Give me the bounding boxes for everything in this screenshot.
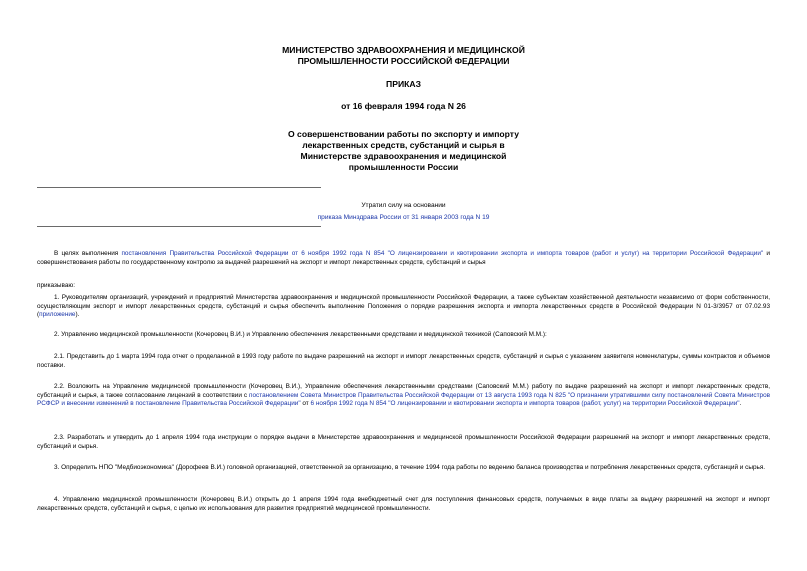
status-line: Утратил силу на основании: [361, 202, 446, 209]
p22-text-1: 2.2. Возложить на Управление медицинской промышленности (Кочеровец В.И.), Управление обеспечения лекарственными средствами (Саповский М.М.) работу по выдаче разрешений на экспорт и импорт лекарственных средств, субстанций и сырья, а также согласование лицензий в соответствии с: [37, 383, 770, 399]
title-line-2: лекарственных средств, субстанций и сырья в: [302, 140, 505, 150]
paragraph-2-3: 2.3. Разработать и утвердить до 1 апреля 1994 года инструкции о порядке выдачи в Министерстве здравоохранения и медицинской промышленности Российской Федерации разрешений на экспорт и импорт лекарственных средств, субстанций и сырья.: [37, 434, 770, 450]
status-note: [0, 201, 807, 222]
paragraph-2-2: [37, 383, 770, 409]
title-line-4: промышленности России: [348, 162, 459, 172]
order-word: приказываю:: [37, 282, 75, 289]
title-line-3: Министерстве здравоохранения и медицинской: [300, 151, 507, 161]
p22-link-2[interactable]: 6 ноября 1992 года N 854 "О лицензировании и квотировании экспорта и импорта товаров (работ, услуг) на территории Российской Федерации": [310, 400, 740, 408]
status-link[interactable]: приказа Минздрава России от 31 января 2003 года N 19: [317, 214, 490, 221]
ministry-name: [0, 45, 807, 67]
intro-paragraph: [37, 250, 770, 267]
paragraph-1: [37, 294, 770, 320]
intro-link[interactable]: постановления Правительства Российской Федерации от 6 ноября 1992 года N 854 "О лицензировании и квотировании экспорта и импорта товаров (работ и услуг) на территории Российской Федерации": [121, 250, 764, 257]
paragraph-3: 3. Определить НПО "Медбиоэкономика" (Дорофеев В.И.) головной организацией, ответственной за организацию, в течение 1994 года работы по ведению баланса производства и потребления лекарственных средств, субстанций и сырья.: [54, 464, 766, 471]
document-title: [0, 129, 807, 173]
document-type: ПРИКАЗ: [386, 79, 421, 89]
p22-text-2: от: [300, 400, 311, 408]
ministry-line-2: ПРОМЫШЛЕННОСТИ РОССИЙСКОЙ ФЕДЕРАЦИИ: [297, 56, 510, 66]
intro-text-1: В целях выполнения: [54, 250, 122, 257]
divider-bottom: [37, 226, 321, 227]
intro-text-2: и совершенствования работы по государственному контролю за выдачей разрешений на экспорт и импорт лекарственных средств, субстанций и сырья: [37, 250, 770, 266]
p1-text-1: 1. Руководителям организаций, учреждений и предприятий Министерства здравоохранения и медицинской промышленности Российской Федерации, а также субъектам хозяйственной деятельности независимо от форм собственности, осуществляющим экспорт и импорт лекарственных средств, субстанций и сырья обеспечить выполнение Положения о порядке разрешения экспорта и импорта лекарственных средств в Российской Федерации N 01-3/3957 от 07.02.93 (: [37, 294, 770, 319]
p1-text-2: ).: [75, 311, 80, 319]
p22-text-3: .: [739, 400, 742, 408]
document-date: от 16 февраля 1994 года N 26: [341, 101, 466, 111]
paragraph-4: 4. Управлению медицинской промышленности (Кочеровец В.И.) открыть до 1 апреля 1994 года внебюджетный счет для поступления финансовых средств, получаемых в виде платы за выдачу разрешений на экспорт и импорт лекарственных средств, субстанций и сырья, с целью их использования для развития предприятий медицинской промышленности.: [37, 496, 770, 512]
divider-top: [37, 187, 321, 188]
paragraph-2: 2. Управлению медицинской промышленности (Кочеровец В.И.) и Управлению обеспечения лекарственными средствами и медицинской техникой (Саповский М.М.):: [54, 331, 547, 338]
appendix-link[interactable]: приложение: [39, 311, 76, 319]
ministry-line-1: МИНИСТЕРСТВО ЗДРАВООХРАНЕНИЯ И МЕДИЦИНСКОЙ: [282, 45, 525, 55]
p22-link-1[interactable]: постановлением Совета Министров Правительства Российской Федерации от 13 августа 1993 года N 825 "О признании утратившими силу постановлений Совета Министров РСФСР и внесении изменений в постановление Правительства Российской Федерации": [37, 391, 771, 408]
paragraph-2-1: 2.1. Представить до 1 марта 1994 года отчет о проделанной в 1993 году работе по выдаче разрешений на экспорт и импорт лекарственных средств, субстанций и сырья с указанием заявителя номенклатуры, суммы контрактов и объемов поставки.: [37, 353, 770, 369]
title-line-1: О совершенствовании работы по экспорту и импорту: [287, 129, 520, 139]
